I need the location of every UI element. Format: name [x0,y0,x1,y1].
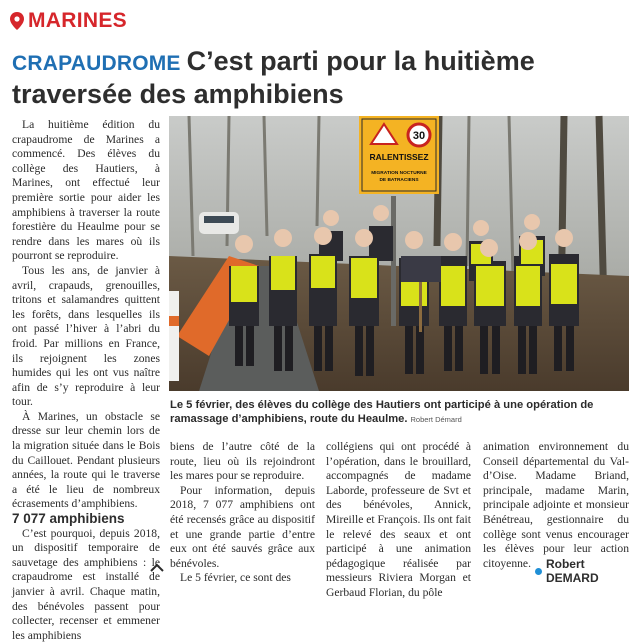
photo-caption [170,398,630,427]
section-title: MARINES [28,9,127,32]
headline [12,46,632,110]
headline-kicker: CRAPAUDROME [12,52,181,75]
paragraph: animation environnement du Conseil départemental du Val-d’Oise. Madame Briand, principale, madame Marin, principale adjointe et monsieur Bénétreau, gestionnaire du collège sont venus encourager les élèves pour leur action citoyenne. [483,440,629,570]
paragraph: Pour information, depuis 2018, 7 077 amphibiens ont été recensés grâce au dispositif et une grande partie d’entre eux ont été sauvés grâce aux bénévoles. [170,483,315,570]
byline-dot-icon [535,568,542,575]
sign-text-top: RALENTISSEZ [369,152,429,162]
article-photo [169,116,629,391]
paragraph: Tous les ans, de janvier à avril, crapauds, grenouilles, tritons et salamandres quittent les forêts, dans lesquelles ils ont passé l’hiver à l’abri du froid. Par millions en France, ils rejoignent les zones humides qui les ont vus naître afin de s’y reproduire à leur tour. [12,263,160,409]
byline [535,557,640,585]
paragraph: collégiens qui ont procédé à l’opération, dans le brouillard, accompagnés de madame Laborde, professeure de Svt et des bénévoles, Annick, Mireille et François. Ils ont fait le relevé des seaux et ont participé à une animation pédagogique réalisée par messieurs Riviera Morgan et Gerbaud Florian, du pôle [326,440,471,599]
subheading: 7 077 amphibiens [12,511,125,527]
paragraph: Le 5 février, ce sont des [180,571,291,585]
byline-author: Robert DEMARD [545,557,599,585]
paragraph: La huitième édition du crapaudrome de Marines a commencé. Des élèves du collège des Hautiers, à Marines, ont effectué leur première sortie pour aider les amphibiens à traverser la route forestière du Heaulme pour se rendre dans les mares où ils pourront se reproduire. [12,118,160,263]
caption-text: Le 5 février, des élèves du collège des Hautiers ont participé à une opération de ramassage d’amphibiens, route du Heaulme. [170,399,594,425]
chevron-up-icon[interactable] [149,563,165,573]
paragraph: biens de l’autre côté de la route, lieu où ils rejoindront les mares pour se reproduire. [170,440,315,483]
article-column-4 [483,440,629,570]
article-column-2 [170,440,315,585]
section-header [10,9,127,33]
paragraph: C’est pourquoi, depuis 2018, un dispositif temporaire de sauvetage des amphibiens : le crapaudrome est installé de janvier à avril. Chaque matin, des bénévoles passent pour collecter, recenser et emmener les amphibiens [12,526,160,642]
paragraph: À Marines, un obstacle se dresse sur leur chemin lors de la migration située dans le Bois du Caillouet. Pendant plusieurs années, la route qui le traverse a été le lieu de nombreux écrasements d’amphibiens. [12,409,160,511]
svg-text:MIGRATION NOCTURNE: MIGRATION NOCTURNE [371,171,427,176]
article-column-1 [12,118,160,642]
photo-illustration [169,116,629,391]
article-column-3 [326,440,471,599]
photo-credit: Robert Démard [410,415,462,424]
headline-title: C’est parti pour la huitième traversée des amphibiens [12,46,535,109]
speed-limit-value: 30 [412,130,426,142]
svg-text:DE BATRACIENS: DE BATRACIENS [379,178,419,183]
location-pin-icon [10,12,24,30]
